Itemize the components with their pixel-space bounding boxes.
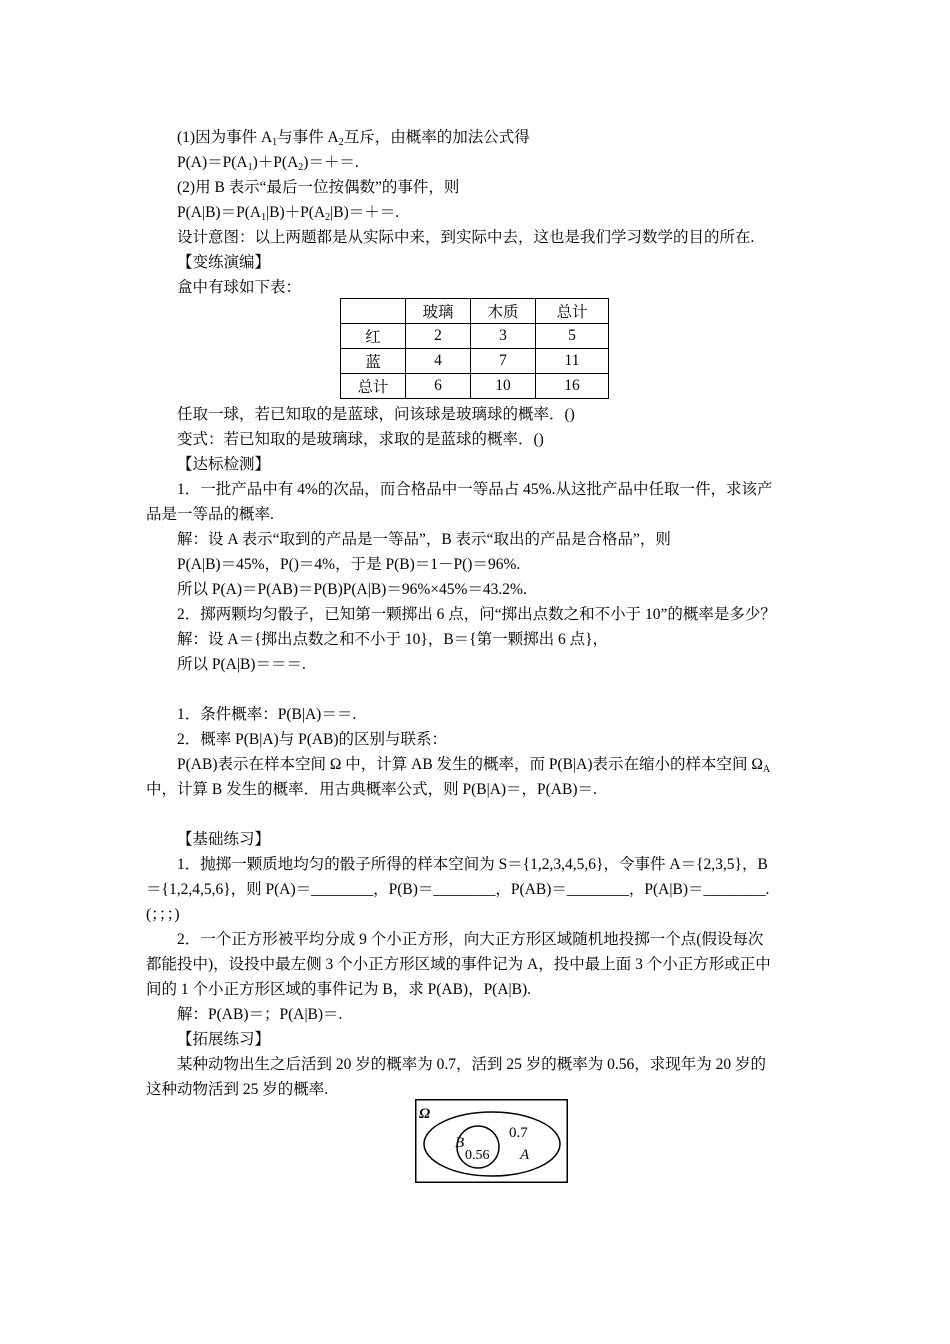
text: P(A)＝P(A: [177, 154, 248, 171]
table-row: [341, 324, 609, 349]
exercise-2-solution: 解：P(AB)＝；P(A|B)＝.: [177, 1006, 343, 1023]
summary-explanation: [177, 755, 770, 775]
problem-1-text: 1．一批产品中有 4%的次品，而合格品中一等品占 45%.从这批产品中任取一件，求该产: [177, 481, 773, 498]
problem-1-text-cont: 品是一等品的概率.: [146, 506, 274, 523]
exercise-2-text-cont: 都能投中)，设投中最左侧 3 个小正方形区域的事件记为 A，投中最上面 3 个小正方形或正中: [146, 956, 771, 973]
table-cell: 6: [406, 374, 471, 399]
table-header-cell: 总计: [536, 299, 609, 324]
summary-conditional-probability: 1．条件概率：P(B|A)＝＝.: [177, 706, 357, 723]
line-event-mutual-exclusive: [177, 128, 530, 148]
table-cell: 红: [341, 324, 406, 349]
exercise-1-text: 1．抛掷一颗质地均匀的骰子所得的样本空间为 S＝{1,2,3,4,5,6}，令事件 A＝{2,3,5}，B: [177, 856, 768, 873]
table-row: [341, 374, 609, 399]
table-header-cell: 木质: [471, 299, 536, 324]
subscript: 1: [272, 137, 278, 148]
exercise-2-text-end: 间的 1 个小正方形区域的事件记为 B，求 P(AB)，P(A|B).: [146, 981, 532, 998]
table-header-cell: 玻璃: [406, 299, 471, 324]
text: )＋P(A: [252, 154, 299, 171]
a-label: A: [520, 1147, 530, 1163]
subscript: 1: [247, 162, 253, 173]
solution-1-setup: 解：设 A 表示“取到的产品是一等品”，B 表示“取出的产品是合格品”，则: [177, 531, 671, 548]
b-label: B: [455, 1135, 465, 1151]
design-intent: 设计意图：以上两题都是从实际中来，到实际中去，这也是我们学习数学的目的所在.: [177, 229, 755, 246]
table-cell: 2: [406, 324, 471, 349]
question-variant: 变式：若已知取的是玻璃球，求取的是蓝球的概率．(): [177, 431, 544, 448]
subscript: 2: [325, 212, 331, 223]
solution-2-setup: 解：设 A＝{掷出点数之和不小于 10}，B＝{第一颗掷出 6 点}，: [177, 631, 609, 648]
summary-explanation-cont: 中，计算 B 发生的概率．用古典概率公式，则 P(B|A)＝，P(AB)＝.: [146, 781, 597, 798]
exercise-2-text: 2．一个正方形被平均分成 9 个小正方形，向大正方形区域随机地投掷一个点(假设每次: [177, 931, 764, 948]
text: |B)＋P(A: [266, 204, 326, 221]
text: 互斥，由概率的加法公式得: [343, 129, 530, 146]
subscript: A: [762, 764, 771, 775]
table-cell: 10: [471, 374, 536, 399]
question-blue-ball: 任取一球，若已知取的是蓝球，问该球是玻璃球的概率．(): [177, 406, 575, 423]
ball-table: [340, 298, 609, 399]
a-value: 0.7: [509, 1125, 528, 1141]
event-a-ellipse: [424, 1112, 560, 1176]
table-header-cell: [341, 299, 406, 324]
solution-2-result: 所以 P(A|B)＝＝＝.: [177, 656, 306, 673]
extension-problem: 某种动物出生之后活到 20 岁的概率为 0.7，活到 25 岁的概率为 0.56，求现年为 20 岁的: [177, 1056, 767, 1073]
line-event-b: (2)用 B 表示“最后一位按偶数”的事件，则: [177, 179, 460, 196]
table-cell: 总计: [341, 374, 406, 399]
table-cell: 11: [536, 349, 609, 374]
line-ball-table-intro: 盒中有球如下表：: [177, 279, 302, 296]
text: |B)＝＋＝.: [330, 204, 400, 221]
subscript: 1: [261, 212, 267, 223]
formula-p-a: [177, 153, 359, 173]
subscript: 2: [338, 137, 344, 148]
table-cell: 3: [471, 324, 536, 349]
extension-problem-cont: 这种动物活到 25 岁的概率.: [146, 1081, 329, 1098]
section-heading-check: 【达标检测】: [177, 456, 271, 473]
table-cell: 7: [471, 349, 536, 374]
table-cell: 4: [406, 349, 471, 374]
table-cell: 蓝: [341, 349, 406, 374]
solution-1-values: P(A|B)＝45%，P()＝4%，于是 P(B)＝1－P()＝96%.: [177, 556, 521, 573]
section-heading-variation: 【变练演编】: [177, 254, 271, 271]
omega-label: Ω: [419, 1106, 431, 1122]
text: P(A|B)＝P(A: [177, 204, 262, 221]
section-heading-basic-practice: 【基础练习】: [177, 831, 271, 848]
solution-1-result: 所以 P(A)＝P(AB)＝P(B)P(A|B)＝96%×45%＝43.2%.: [177, 581, 527, 598]
text: (1)因为事件 A: [177, 129, 273, 146]
text: 与事件 A: [277, 129, 339, 146]
section-heading-extension: 【拓展练习】: [177, 1031, 271, 1048]
text: P(AB)表示在样本空间 Ω 中，计算 AB 发生的概率，而 P(B|A)表示在缩小的样本空间 Ω: [177, 756, 763, 773]
subscript: 2: [298, 162, 304, 173]
exercise-1-blanks: ＝{1,2,4,5,6}，则 P(A)＝________，P(B)＝________，P(AB)＝________，P(A|B)＝________.: [146, 881, 770, 898]
venn-diagram: [415, 1099, 568, 1183]
table-cell: 16: [536, 374, 609, 399]
table-header-row: [341, 299, 609, 324]
formula-p-a-given-b: [177, 203, 399, 223]
b-value: 0.56: [465, 1148, 490, 1163]
exercise-1-answers: (；；；): [146, 906, 180, 923]
table-row: [341, 349, 609, 374]
summary-difference: 2．概率 P(B|A)与 P(AB)的区别与联系：: [177, 731, 448, 748]
table-cell: 5: [536, 324, 609, 349]
problem-2-text: 2．掷两颗均匀骰子，已知第一颗掷出 6 点，问“掷出点数之和不小于 10”的概率是多少？: [177, 606, 776, 623]
text: )＝＋＝.: [303, 154, 359, 171]
